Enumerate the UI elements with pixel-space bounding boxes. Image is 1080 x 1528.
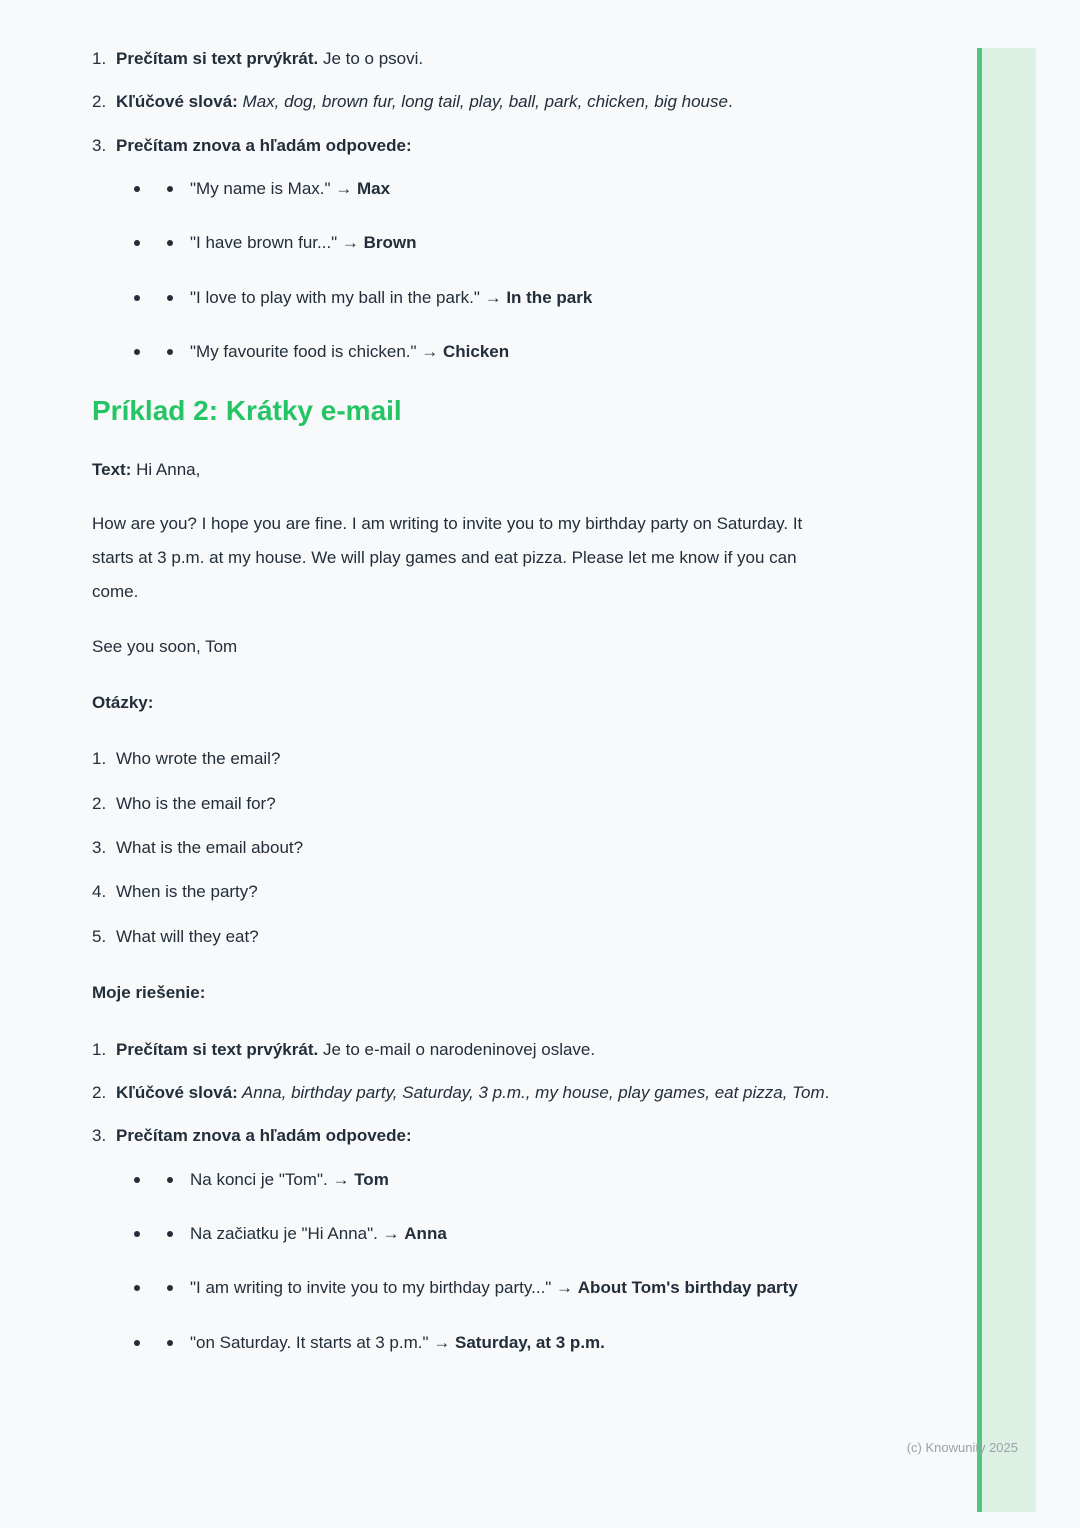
bullet-dot-outer xyxy=(134,349,140,355)
answer-text: Max xyxy=(357,179,391,199)
quote-text: "My name is Max." → xyxy=(190,179,357,199)
step-number: 3. xyxy=(92,1126,107,1146)
step-number: 2. xyxy=(92,1082,107,1102)
bullet-dot-outer xyxy=(134,1231,140,1237)
bullet-dot-inner xyxy=(167,1177,173,1183)
step-text: Prečítam si text prvýkrát. Je to o psovi. xyxy=(116,49,424,68)
step-number: 1. xyxy=(92,49,107,68)
bullet-dot-inner xyxy=(167,1231,173,1237)
solution-step xyxy=(92,1080,834,1106)
step-text: Prečítam znova a hľadám odpovede: xyxy=(116,1126,412,1146)
email-body: How are you? I hope you are fine. I am writing to invite you to my birthday party on Saturday. It starts at 3 p.m. at my house. We will play games and eat pizza. Please let me know if you can come. xyxy=(92,513,803,601)
question-number: 3. xyxy=(92,838,107,858)
keywords-list: Anna, birthday party, Saturday, 3 p.m., my house, play games, eat pizza, Tom xyxy=(237,1082,825,1102)
bullet-dot-inner xyxy=(167,240,173,246)
page-edge-strip xyxy=(977,48,1036,1512)
bullet-text xyxy=(190,1330,834,1356)
bullet-dot-inner xyxy=(167,186,173,192)
step-number: 1. xyxy=(92,1039,107,1059)
email-signoff: See you soon, Tom xyxy=(92,636,238,656)
bullet-item xyxy=(92,1275,834,1301)
example1-solution-steps xyxy=(92,46,834,365)
step-text: Kľúčové slová: Anna, birthday party, Saturday, 3 p.m., my house, play games, eat pizza, Tom. xyxy=(116,1082,830,1102)
quote-text: "My favourite food is chicken." → xyxy=(190,342,443,362)
questions-list xyxy=(92,746,834,950)
bullet-text xyxy=(190,1275,834,1301)
quote-text: "I have brown fur..." → xyxy=(190,233,364,253)
question-item xyxy=(92,746,834,772)
bullet-dot-inner xyxy=(167,1340,173,1346)
answer-text: Saturday, at 3 p.m. xyxy=(454,1332,605,1352)
step-number: 2. xyxy=(92,92,107,112)
answer-text: Tom xyxy=(354,1169,389,1189)
question-text: What will they eat? xyxy=(116,926,259,946)
bullet-dot-outer xyxy=(134,240,140,246)
document-content xyxy=(92,46,834,1384)
answer-text: Anna xyxy=(404,1223,447,1243)
answer-text: In the park xyxy=(506,287,593,307)
solution-label: Moje riešenie: xyxy=(92,983,206,1003)
bullet-item xyxy=(92,176,834,202)
step-number: 3. xyxy=(92,135,107,155)
bullet-text xyxy=(190,1167,834,1193)
question-item xyxy=(92,924,834,950)
bullet-text xyxy=(190,1221,834,1247)
example2-heading: Príklad 2: Krátky e-mail xyxy=(92,395,402,427)
question-text: Who is the email for? xyxy=(116,793,276,813)
solution-step xyxy=(92,46,834,72)
solution-step xyxy=(92,1123,834,1149)
bullet-text xyxy=(190,230,834,256)
bullet-text xyxy=(190,176,834,202)
bullet-dot-outer xyxy=(134,186,140,192)
bullet-item xyxy=(92,1221,834,1247)
bullet-dot-inner xyxy=(167,349,173,355)
solution-step xyxy=(92,133,834,159)
bullet-item xyxy=(92,1330,834,1356)
bullet-item xyxy=(92,285,834,311)
questions-label: Otázky: xyxy=(92,693,154,713)
quote-text: "I am writing to invite you to my birthday party..." → xyxy=(190,1278,578,1298)
bullet-dot-outer xyxy=(134,1177,140,1183)
question-number: 4. xyxy=(92,882,107,902)
question-text: What is the email about? xyxy=(116,838,304,858)
step-text: Prečítam znova a hľadám odpovede: xyxy=(116,135,412,155)
solution-step xyxy=(92,89,834,115)
solution-step xyxy=(92,1037,834,1063)
question-number: 5. xyxy=(92,926,107,946)
example1-answer-bullets xyxy=(92,176,834,365)
example2-answer-bullets xyxy=(92,1167,834,1356)
answer-text: Brown xyxy=(363,233,417,253)
bullet-text xyxy=(190,285,834,311)
question-item xyxy=(92,879,834,905)
question-number: 1. xyxy=(92,749,107,769)
bullet-item xyxy=(92,339,834,365)
question-number: 2. xyxy=(92,793,107,813)
question-text: Who wrote the email? xyxy=(116,749,281,769)
bullet-item xyxy=(92,230,834,256)
text-label: Text: xyxy=(92,460,132,480)
quote-text: "I love to play with my ball in the park." → xyxy=(190,287,507,307)
quote-text: "on Saturday. It starts at 3 p.m." → xyxy=(190,1332,455,1352)
answer-text: About Tom's birthday party xyxy=(577,1278,798,1298)
question-item xyxy=(92,791,834,817)
keywords-list: Max, dog, brown fur, long tail, play, ball, park, chicken, big house xyxy=(237,92,728,112)
bullet-dot-outer xyxy=(134,295,140,301)
bullet-item xyxy=(92,1167,834,1193)
example2-solution-steps xyxy=(92,1037,834,1356)
bullet-text xyxy=(190,339,834,365)
question-text: When is the party? xyxy=(116,882,258,902)
email-greeting: Text: Hi Anna, xyxy=(92,460,201,480)
quote-text: Na začiatku je "Hi Anna". → xyxy=(190,1223,405,1243)
bullet-dot-inner xyxy=(167,1285,173,1291)
bullet-dot-outer xyxy=(134,1285,140,1291)
bullet-dot-inner xyxy=(167,295,173,301)
bullet-dot-outer xyxy=(134,1340,140,1346)
quote-text: Na konci je "Tom". → xyxy=(190,1169,355,1189)
step-text: Kľúčové slová: Max, dog, brown fur, long tail, play, ball, park, chicken, big house. xyxy=(116,92,733,112)
step-text: Prečítam si text prvýkrát. Je to e-mail o narodeninovej oslave. xyxy=(116,1039,596,1059)
question-item xyxy=(92,835,834,861)
answer-text: Chicken xyxy=(443,342,510,362)
watermark: (c) Knowunity 2025 xyxy=(906,1440,1018,1455)
